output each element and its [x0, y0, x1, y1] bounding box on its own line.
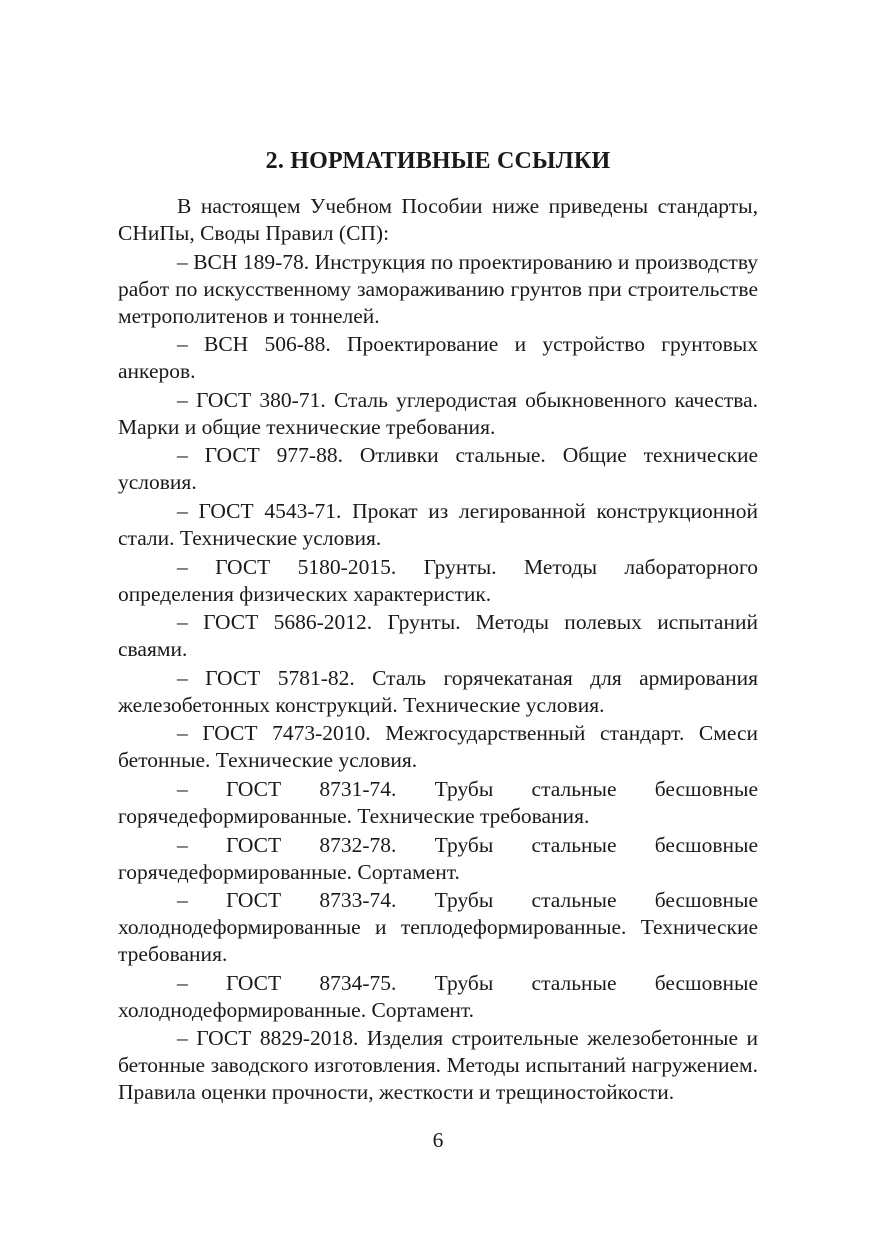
reference-item: – ГОСТ 8734-75. Трубы стальные бесшовные холоднодеформированные. Сортамент.	[118, 970, 758, 1022]
section-heading: 2. НОРМАТИВНЫЕ ССЫЛКИ	[265, 148, 611, 174]
reference-item: – ГОСТ 8731-74. Трубы стальные бесшовные горячедеформированные. Технические требования.	[118, 776, 758, 828]
reference-item: – ГОСТ 977-88. Отливки стальные. Общие технические условия.	[118, 443, 758, 495]
reference-item: – ГОСТ 8732-78. Трубы стальные бесшовные горячедеформированные. Сортамент.	[118, 832, 758, 884]
reference-item: – ГОСТ 8829-2018. Изделия строительные железобетонные и бетонные заводского изготовления. Методы испытаний нагружением. Правила оценки прочности, жесткости и трещиностойкости.	[118, 1026, 758, 1105]
reference-item: – ГОСТ 4543-71. Прокат из легированной конструкционной стали. Технические условия.	[118, 498, 758, 550]
reference-item: – ГОСТ 5781-82. Сталь горячекатаная для армирования железобетонных конструкций. Технические условия.	[118, 665, 758, 717]
reference-item: – ГОСТ 380-71. Сталь углеродистая обыкновенного качества. Марки и общие технические требования.	[118, 387, 758, 439]
intro-paragraph: В настоящем Учебном Пособии ниже приведены стандарты, СНиПы, Своды Правил (СП):	[118, 194, 758, 245]
reference-item: – ВСН 506-88. Проектирование и устройство грунтовых анкеров.	[118, 332, 758, 384]
reference-item: – ВСН 189-78. Инструкция по проектированию и производству работ по искусственному замораживанию грунтов при строительстве метрополитенов и тоннелей.	[118, 249, 758, 328]
section-body	[118, 193, 758, 1106]
reference-item: – ГОСТ 5686-2012. Грунты. Методы полевых испытаний сваями.	[118, 610, 758, 662]
page-number: 6	[432, 1128, 444, 1152]
reference-item: – ГОСТ 8733-74. Трубы стальные бесшовные холоднодеформированные и теплодеформированные. Технические требования.	[118, 888, 758, 967]
reference-item: – ГОСТ 5180-2015. Грунты. Методы лабораторного определения физических характеристик.	[118, 554, 758, 606]
reference-item: – ГОСТ 7473-2010. Межгосударственный стандарт. Смеси бетонные. Технические условия.	[118, 721, 758, 773]
